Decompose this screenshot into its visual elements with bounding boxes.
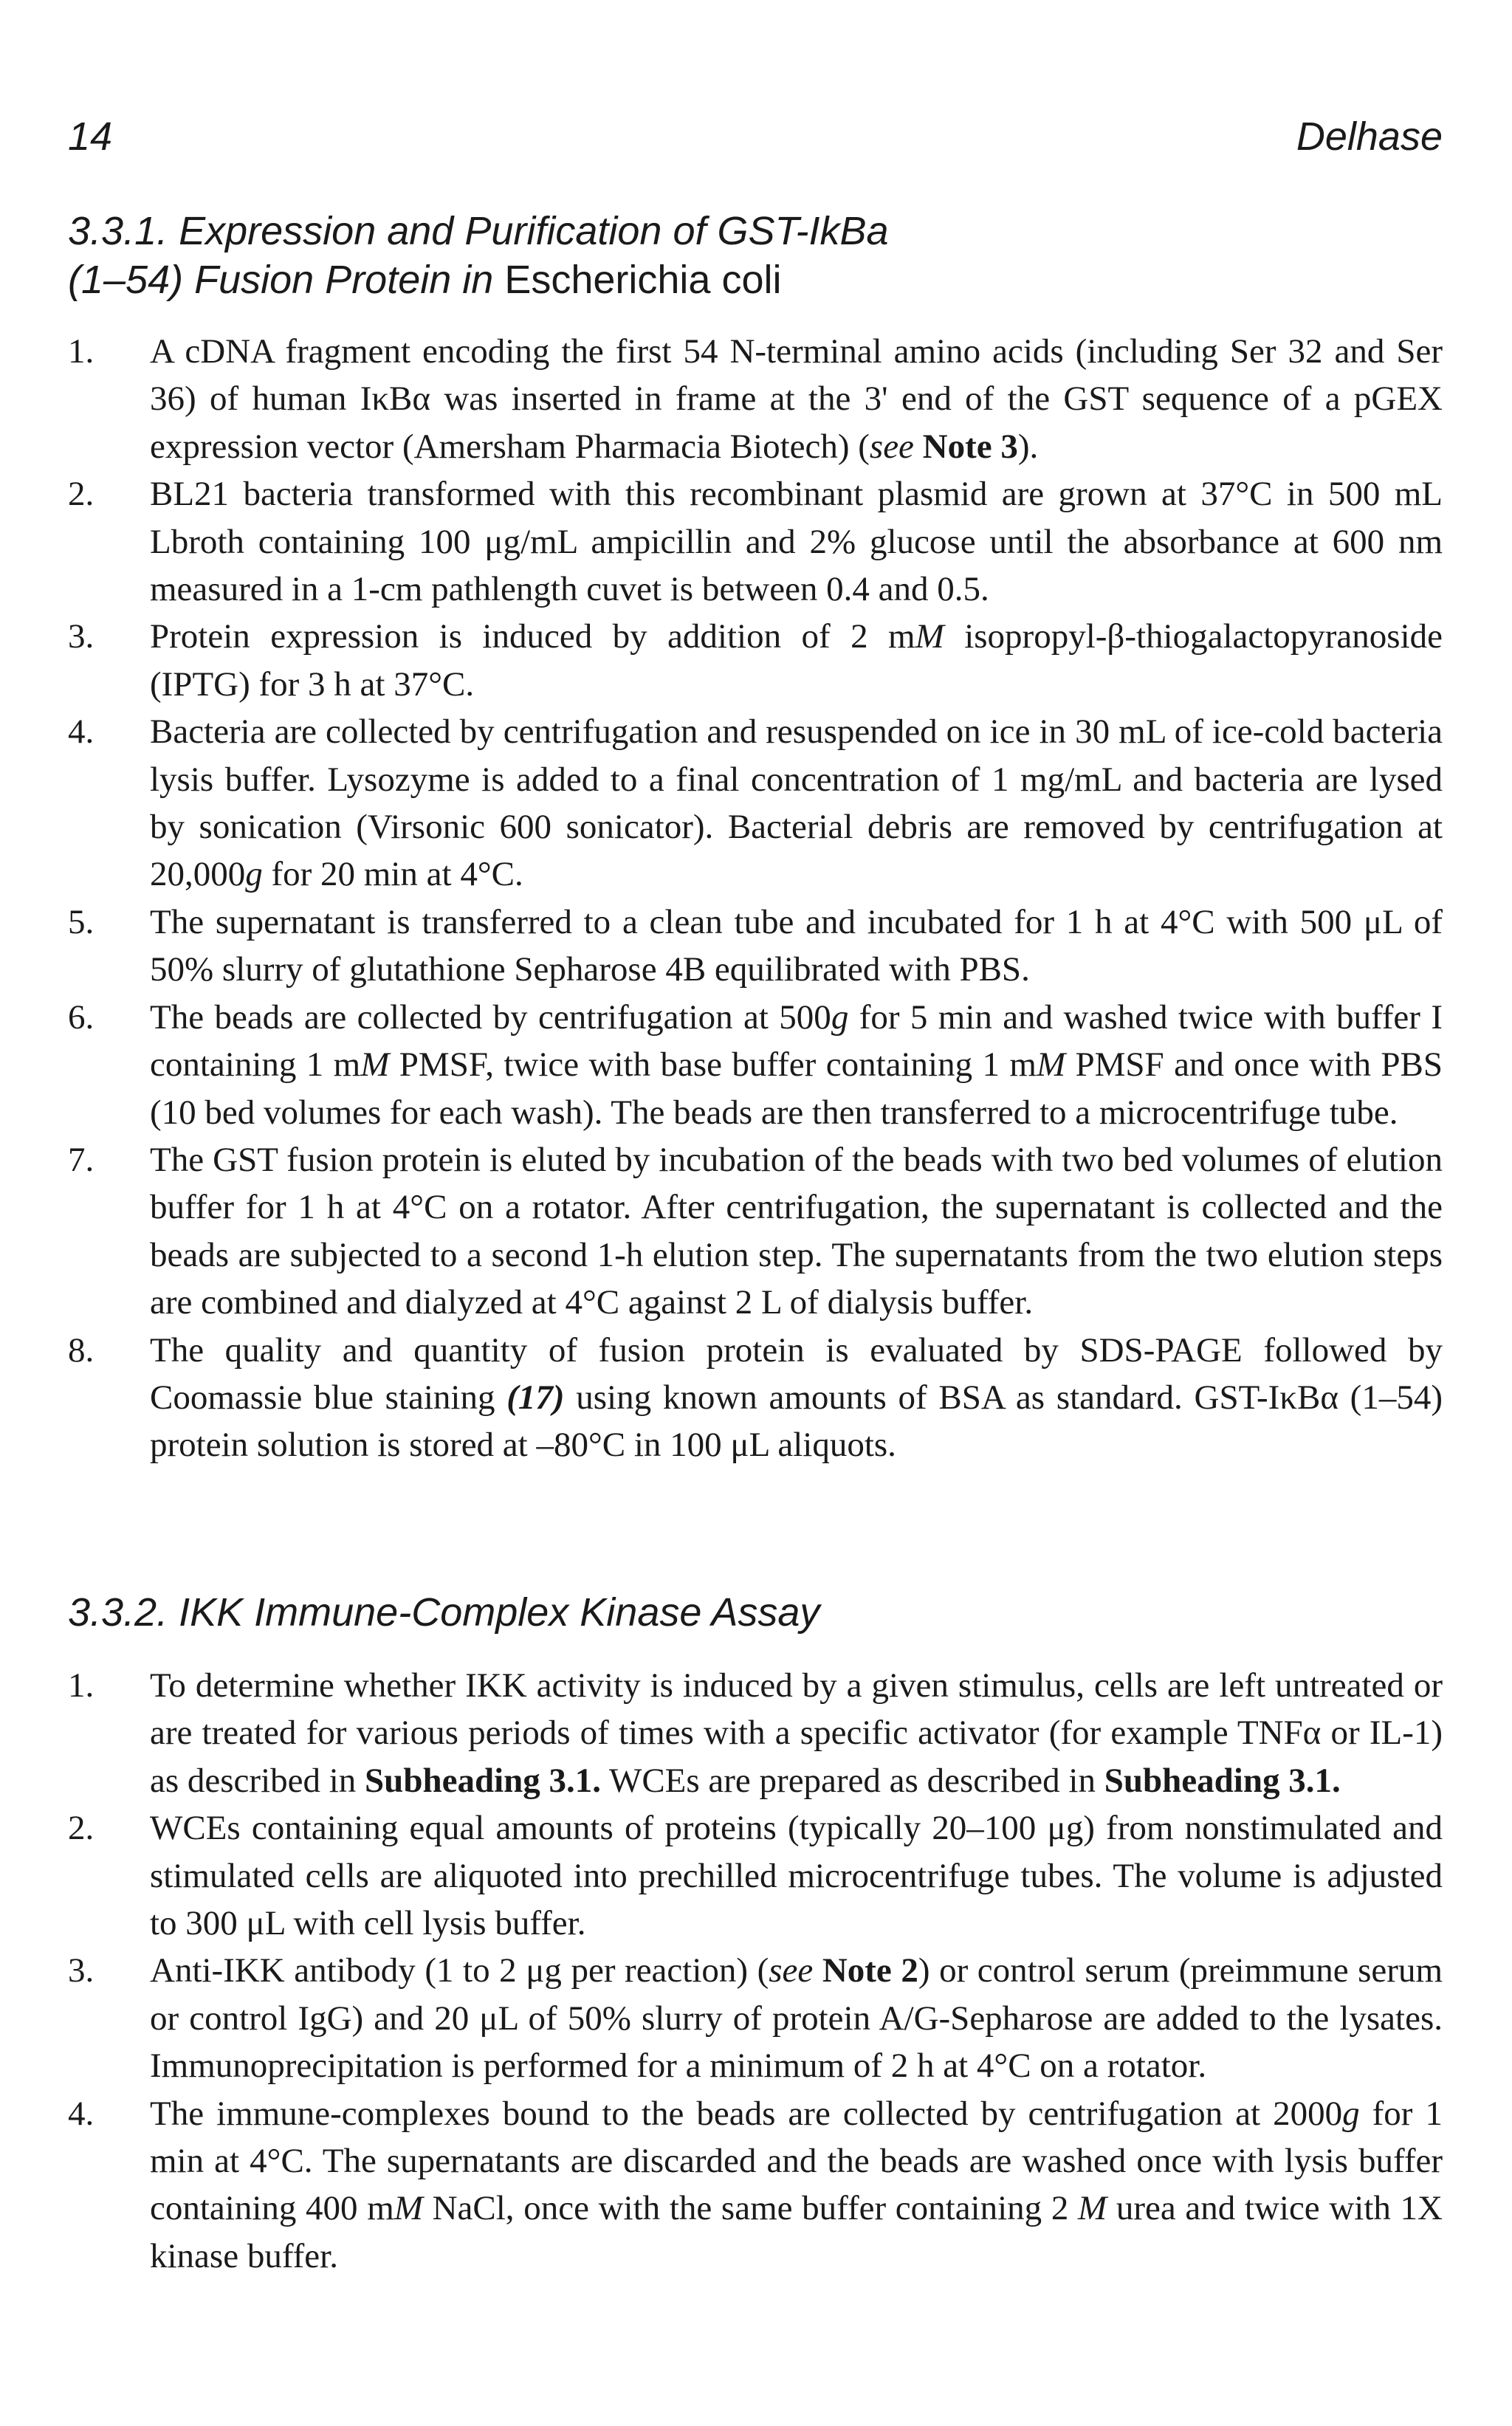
- unit-g-force: g: [245, 855, 263, 894]
- list-item-text: Anti-IKK antibody (1 to 2 μg per reaction) (: [150, 1951, 769, 1990]
- list-item: [68, 1947, 1443, 2089]
- list-item: [68, 1327, 1443, 1469]
- list-item-text: WCEs are prepared as described in: [601, 1761, 1104, 1800]
- list-item-text: urea and twice with 1X kinase buffer.: [150, 2189, 1443, 2275]
- list-item-text: NaCl, once with the same buffer containing 2: [422, 2189, 1078, 2228]
- list-item-number: 2.: [68, 1809, 94, 1848]
- citation-reference: (17): [506, 1378, 565, 1417]
- list-item: [68, 1804, 1443, 1947]
- list-item-text: isopropyl-β-thiogalactopyranoside (IPTG) for 3 h at 37°C.: [150, 617, 1443, 704]
- text-space: [813, 1951, 822, 1990]
- list-item-number: 5.: [68, 902, 94, 941]
- list-item: [68, 994, 1443, 1136]
- list-item-number: 3.: [68, 1951, 94, 1990]
- list-item-text: PMSF and once with PBS (10 bed volumes for each wash). The beads are then transferred to a microcentrifuge tube.: [150, 1045, 1443, 1132]
- list-item-number: 3.: [68, 617, 94, 656]
- list-item: [68, 328, 1443, 470]
- list-item-text: To determine whether IKK activity is induced by a given stimulus, cells are left untreated or are treated for various periods of times with a specific activator (for example TNFα or IL-1) as described in: [150, 1666, 1443, 1800]
- list-item-text: WCEs containing equal amounts of proteins (typically 20–100 μg) from nonstimulated and stimulated cells are aliquoted into prechilled microcentrifuge tubes. The volume is adjusted to 300 μL with cell lysis buffer.: [150, 1809, 1443, 1943]
- list-item-text: The supernatant is transferred to a clean tube and incubated for 1 h at 4°C with 500 μL of 50% slurry of glutathione Sepharose 4B equilibrated with PBS.: [150, 902, 1443, 989]
- list-item: [68, 1662, 1443, 1804]
- list-item: [68, 708, 1443, 898]
- list-item: [68, 470, 1443, 613]
- list-item-number: 1.: [68, 1666, 94, 1705]
- list-item-text: BL21 bacteria transformed with this recombinant plasmid are grown at 37°C in 500 mL Lbroth containing 100 μg/mL ampicillin and 2% glucose until the absorbance at 600 nm measured in a 1-cm pathlength cuvet is between 0.4 and 0.5.: [150, 475, 1443, 609]
- list-item-number: 7.: [68, 1140, 94, 1179]
- list-item-text: ).: [1017, 427, 1039, 466]
- list-item-text: Bacteria are collected by centrifugation and resuspended on ice in 30 mL of ice-cold bacteria lysis buffer. Lysozyme is added to a final concentration of 1 mg/mL and bacteria are lysed by sonication (Virsonic 600 sonicator). Bacterial debris are removed by centrifugation at 20,000: [150, 712, 1443, 894]
- unit-molar: M: [394, 2189, 423, 2228]
- list-item: [68, 2090, 1443, 2281]
- page: [68, 0, 1443, 2426]
- unit-g-force: g: [1342, 2094, 1360, 2133]
- see-reference: see: [869, 427, 914, 466]
- unit-molar: M: [1078, 2189, 1107, 2228]
- note-reference: Note 3: [922, 427, 1018, 466]
- list-item-number: 4.: [68, 712, 94, 752]
- running-head-author: Delhase: [1296, 114, 1443, 159]
- section-heading-line-2: (1–54) Fusion Protein in: [68, 258, 505, 302]
- list-item-text: for 20 min at 4°C.: [262, 855, 523, 894]
- subheading-reference: Subheading 3.1.: [365, 1761, 602, 1800]
- list-item-text: ) or control serum (preimmune serum or control IgG) and 20 μL of 50% slurry of protein A/G-Sepharose are added to the lysates. Immunoprecipitation is performed for a minimum of 2 h at 4°C on a rotator.: [150, 1951, 1443, 2086]
- running-head: [68, 111, 1443, 162]
- list-item-text: for 5 min and washed twice with buffer I containing 1 m: [150, 997, 1443, 1085]
- see-reference: see: [769, 1951, 814, 1990]
- list-item-number: 2.: [68, 475, 94, 514]
- list-item-text: The immune-complexes bound to the beads are collected by centrifugation at 2000: [150, 2094, 1343, 2133]
- list-item-text: A cDNA fragment encoding the first 54 N-terminal amino acids (including Ser 32 and Ser 36) of human IκBα was inserted in frame at the 3' end of the GST sequence of a pGEX expression vector (Amersham Pharmacia Biotech) (: [150, 332, 1443, 466]
- list-item-text: The GST fusion protein is eluted by incubation of the beads with two bed volumes of elution buffer for 1 h at 4°C on a rotator. After centrifugation, the supernatant is collected and the beads are subjected to a second 1-h elution step. The supernatants from the two elution steps are combined and dialyzed at 4°C against 2 L of dialysis buffer.: [150, 1140, 1443, 1322]
- section-heading-line-1: 3.3.1. Expression and Purification of GST-IkBa: [68, 209, 889, 253]
- list-item-number: 4.: [68, 2094, 94, 2133]
- list-item: [68, 613, 1443, 708]
- list-item-text: using known amounts of BSA as standard. GST-IκBα (1–54) protein solution is stored at –80°C in 100 μL aliquots.: [150, 1378, 1443, 1465]
- unit-molar: M: [1036, 1045, 1066, 1085]
- list-item: [68, 898, 1443, 994]
- procedure-list-3-3-2: [68, 1662, 1443, 2280]
- list-item-number: 1.: [68, 332, 94, 371]
- unit-g-force: g: [831, 997, 849, 1037]
- list-item-text: The quality and quantity of fusion protein is evaluated by SDS-PAGE followed by Coomassie blue staining: [150, 1330, 1443, 1417]
- list-item-text: The beads are collected by centrifugation at 500: [150, 997, 831, 1037]
- procedure-list-3-3-1: [68, 328, 1443, 1469]
- list-item-number: 8.: [68, 1330, 94, 1370]
- list-item-number: 6.: [68, 997, 94, 1037]
- list-item-text: PMSF, twice with base buffer containing 1 m: [389, 1045, 1037, 1085]
- list-item-text: Protein expression is induced by addition of 2 m: [150, 617, 915, 656]
- unit-molar: M: [360, 1045, 390, 1085]
- list-item: [68, 1136, 1443, 1327]
- section-heading-organism: Escherichia coli: [504, 258, 782, 302]
- section-heading-3-3-2: 3.3.2. IKK Immune-Complex Kinase Assay: [68, 1590, 820, 1635]
- page-number: 14: [68, 114, 113, 159]
- list-item-text: for 1 min at 4°C. The supernatants are discarded and the beads are washed once with lysis buffer containing 400 m: [150, 2094, 1443, 2228]
- unit-molar: M: [915, 617, 944, 656]
- section-heading-3-3-1: [68, 207, 1443, 304]
- subheading-reference: Subheading 3.1.: [1104, 1761, 1341, 1800]
- note-reference: Note 2: [822, 1951, 918, 1990]
- text-space: [914, 427, 923, 466]
